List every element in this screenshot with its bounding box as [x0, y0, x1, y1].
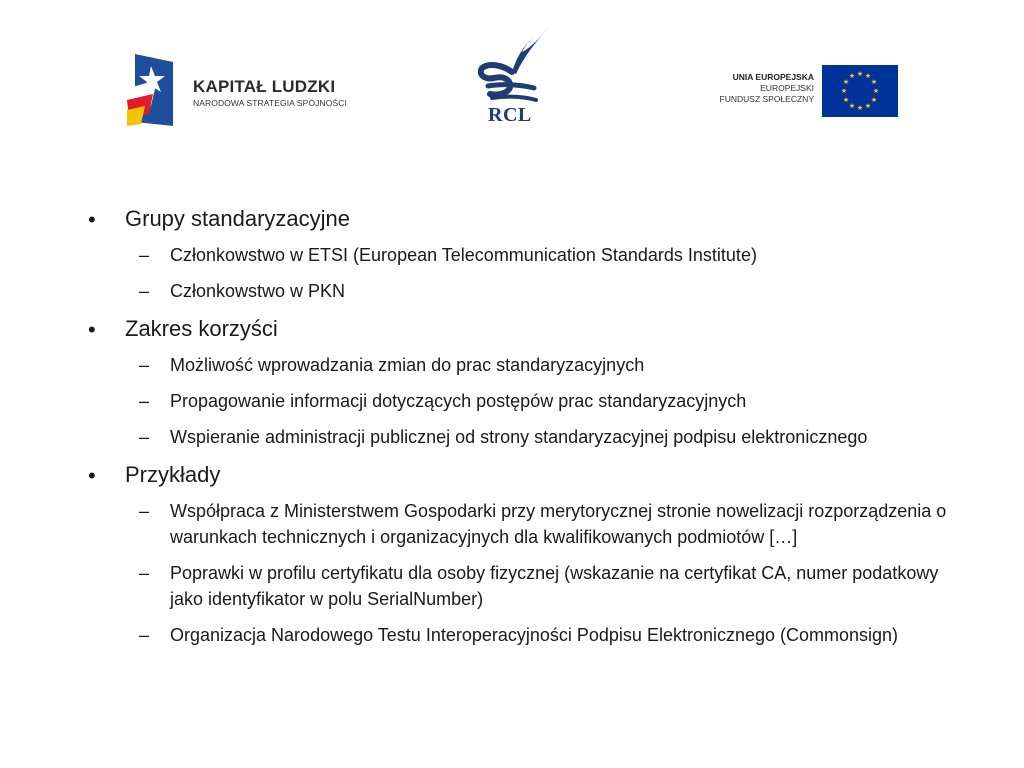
bullet-item-examples — [88, 460, 968, 648]
sub-item-text: Członkowstwo w ETSI (European Telecommunication Standards Institute) — [170, 245, 757, 265]
sub-item — [125, 388, 968, 414]
sub-item — [125, 498, 968, 550]
sub-item — [125, 424, 968, 450]
svg-text:★: ★ — [842, 96, 850, 104]
kapital-ludzki-flag-icon — [127, 52, 175, 130]
svg-text:★: ★ — [870, 96, 878, 104]
dash-marker: – — [139, 245, 150, 265]
svg-text:★: ★ — [864, 102, 872, 110]
svg-text:★: ★ — [872, 87, 880, 95]
quill-icon — [478, 26, 554, 106]
svg-text:★: ★ — [864, 72, 872, 80]
kapital-ludzki-logo — [127, 52, 367, 132]
svg-text:★: ★ — [870, 78, 878, 86]
eu-title: UNIA EUROPEJSKA — [732, 72, 814, 82]
bullet-list — [88, 204, 968, 648]
bullet-marker: • — [88, 207, 96, 232]
sub-list — [125, 498, 968, 648]
svg-text:★: ★ — [840, 87, 848, 95]
sub-item-text: Organizacja Narodowego Testu Interoperacyjności Podpisu Elektronicznego (Commonsign) — [170, 625, 899, 645]
eu-subtitle-1: EUROPEJSKI — [760, 83, 814, 93]
dash-marker: – — [139, 391, 150, 411]
bullet-text: Grupy standaryzacyjne — [125, 206, 350, 231]
sub-item — [125, 560, 968, 612]
sub-item — [125, 278, 968, 304]
sub-item-text: Wspieranie administracji publicznej od strony standaryzacyjnej podpisu elektronicznego — [170, 427, 868, 447]
svg-text:★: ★ — [848, 102, 856, 110]
sub-item — [125, 352, 968, 378]
svg-text:★: ★ — [842, 78, 850, 86]
dash-marker: – — [139, 427, 150, 447]
eu-flag-icon — [822, 65, 898, 117]
sub-item-text: Członkowstwo w PKN — [170, 281, 346, 301]
bullet-item-groups — [88, 204, 968, 304]
rcl-text: RCL — [488, 104, 532, 126]
sub-list — [125, 242, 968, 304]
bullet-marker: • — [88, 317, 96, 342]
dash-marker: – — [139, 281, 150, 301]
sub-item — [125, 622, 968, 648]
sub-item-text: Propagowanie informacji dotyczących postępów prac standaryzacyjnych — [170, 391, 747, 411]
svg-text:★: ★ — [856, 70, 864, 78]
kapital-ludzki-subtitle: NARODOWA STRATEGIA SPÓJNOŚCI — [193, 98, 347, 108]
slide-content — [88, 204, 968, 658]
kapital-ludzki-title: KAPITAŁ LUDZKI — [193, 77, 336, 96]
bullet-item-benefits — [88, 314, 968, 450]
dash-marker: – — [139, 355, 150, 375]
rcl-logo — [478, 26, 554, 130]
eu-logo — [700, 63, 900, 119]
dash-marker: – — [139, 563, 150, 583]
sub-item — [125, 242, 968, 268]
dash-marker: – — [139, 625, 150, 645]
bullet-text: Przykłady — [125, 462, 221, 487]
sub-item-text: Współpraca z Ministerstwem Gospodarki przy merytorycznej stronie nowelizacji rozporządzenia o warunkach technicznych i organizacyjnych dla kwalifikowanych podmiotów […] — [170, 501, 947, 547]
bullet-text: Zakres korzyści — [125, 316, 278, 341]
svg-text:★: ★ — [856, 104, 864, 112]
bullet-marker: • — [88, 463, 96, 488]
eu-subtitle-2: FUNDUSZ SPOŁECZNY — [719, 94, 814, 104]
dash-marker: – — [139, 501, 150, 521]
sub-item-text: Poprawki w profilu certyfikatu dla osoby fizycznej (wskazanie na certyfikat CA, numer podatkowy jako identyfikator w polu SerialNumber) — [170, 563, 939, 609]
sub-list — [125, 352, 968, 450]
svg-text:★: ★ — [848, 72, 856, 80]
sub-item-text: Możliwość wprowadzania zmian do prac standaryzacyjnych — [170, 355, 645, 375]
